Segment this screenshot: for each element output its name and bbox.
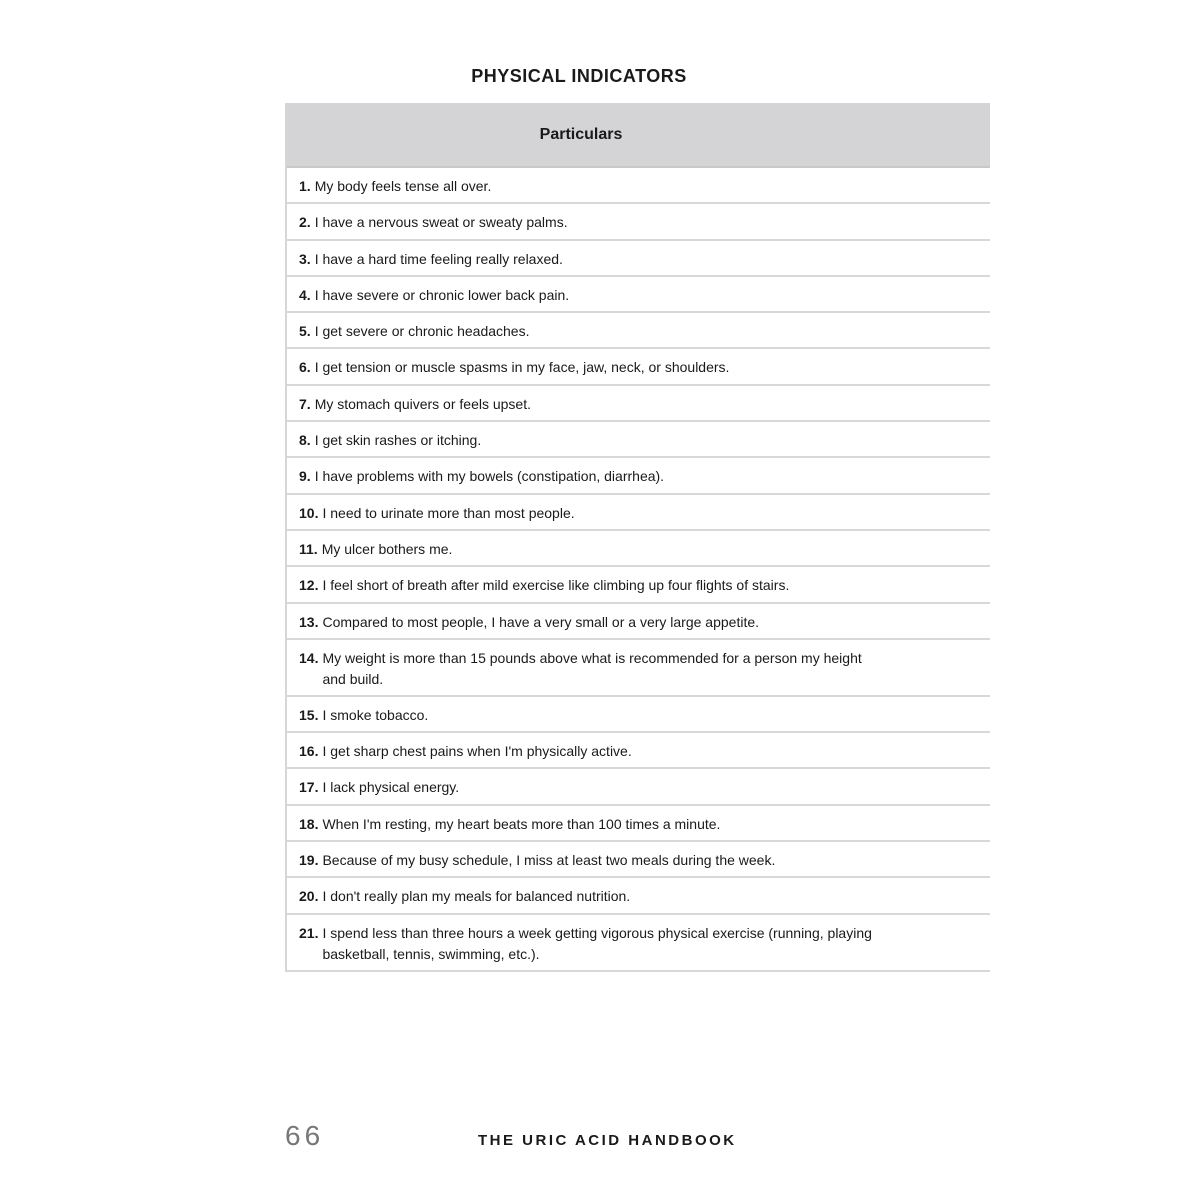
table-row <box>287 878 990 914</box>
item-number: 19. <box>299 852 319 869</box>
table-row <box>287 842 990 878</box>
table-row <box>287 386 990 422</box>
item-number: 8. <box>299 432 311 449</box>
item-number: 12. <box>299 577 319 594</box>
table-row <box>287 277 990 313</box>
table-header: Particulars <box>287 103 990 168</box>
table-row <box>287 733 990 769</box>
table-body <box>287 168 990 972</box>
item-number: 7. <box>299 395 311 412</box>
page-number: 66 <box>285 1120 325 1151</box>
table-row <box>287 241 990 277</box>
item-number: 2. <box>299 214 311 231</box>
item-text: I feel short of breath after mild exercise like climbing up four flights of stairs. <box>322 577 790 594</box>
item-text: I get sharp chest pains when I'm physically active. <box>322 743 632 760</box>
book-title: THE URIC ACID HANDBOOK <box>478 1132 737 1149</box>
item-text: I get tension or muscle spasms in my face, jaw, neck, or shoulders. <box>314 359 730 376</box>
table-row <box>287 806 990 842</box>
item-number: 13. <box>299 613 319 630</box>
table-row <box>287 697 990 733</box>
item-number: 9. <box>299 468 311 485</box>
item-text: My stomach quivers or feels upset. <box>314 395 531 412</box>
item-number: 14. <box>299 649 319 666</box>
item-text: My weight is more than 15 pounds above what is recommended for a person my height and build. <box>322 649 862 687</box>
item-number: 6. <box>299 359 311 376</box>
item-number: 17. <box>299 779 319 796</box>
item-number: 3. <box>299 250 311 267</box>
item-text: I get skin rashes or itching. <box>314 432 482 449</box>
item-text: I smoke tobacco. <box>322 706 429 723</box>
table-row <box>287 567 990 603</box>
item-number: 4. <box>299 286 311 303</box>
item-text: I spend less than three hours a week getting vigorous physical exercise (running, playing basketball, tennis, swimming, etc.). <box>322 924 872 962</box>
item-text: Compared to most people, I have a very small or a very large appetite. <box>322 613 760 630</box>
table-row <box>287 769 990 805</box>
item-number: 11. <box>299 540 318 557</box>
indicators-table <box>285 103 990 972</box>
table-row <box>287 915 990 972</box>
item-number: 20. <box>299 888 319 905</box>
table-row <box>287 458 990 494</box>
table-row <box>287 313 990 349</box>
item-text: When I'm resting, my heart beats more than 100 times a minute. <box>322 815 721 832</box>
item-text: I lack physical energy. <box>322 779 460 796</box>
item-number: 16. <box>299 743 319 760</box>
item-text: I have severe or chronic lower back pain. <box>314 286 570 303</box>
item-text: My ulcer bothers me. <box>321 540 453 557</box>
item-number: 1. <box>299 178 311 194</box>
table-row <box>287 168 990 204</box>
item-text: I need to urinate more than most people. <box>322 504 575 521</box>
table-row <box>287 604 990 640</box>
item-text: I get severe or chronic headaches. <box>314 323 530 340</box>
table-row <box>287 349 990 385</box>
item-number: 15. <box>299 706 319 723</box>
table-row <box>287 531 990 567</box>
item-text: I have a hard time feeling really relaxed. <box>314 250 563 267</box>
item-text: Because of my busy schedule, I miss at least two meals during the week. <box>322 852 776 869</box>
item-text: I have a nervous sweat or sweaty palms. <box>314 214 568 231</box>
item-text: My body feels tense all over. <box>314 178 492 194</box>
item-number: 18. <box>299 815 319 832</box>
item-number: 10. <box>299 504 319 521</box>
item-text: I don't really plan my meals for balanced nutrition. <box>322 888 631 905</box>
table-row <box>287 422 990 458</box>
table-row <box>287 204 990 240</box>
table-row <box>287 640 990 697</box>
section-title: PHYSICAL INDICATORS <box>471 66 687 86</box>
item-number: 21. <box>299 924 319 941</box>
table-row <box>287 495 990 531</box>
item-number: 5. <box>299 323 311 340</box>
item-text: I have problems with my bowels (constipation, diarrhea). <box>314 468 665 485</box>
